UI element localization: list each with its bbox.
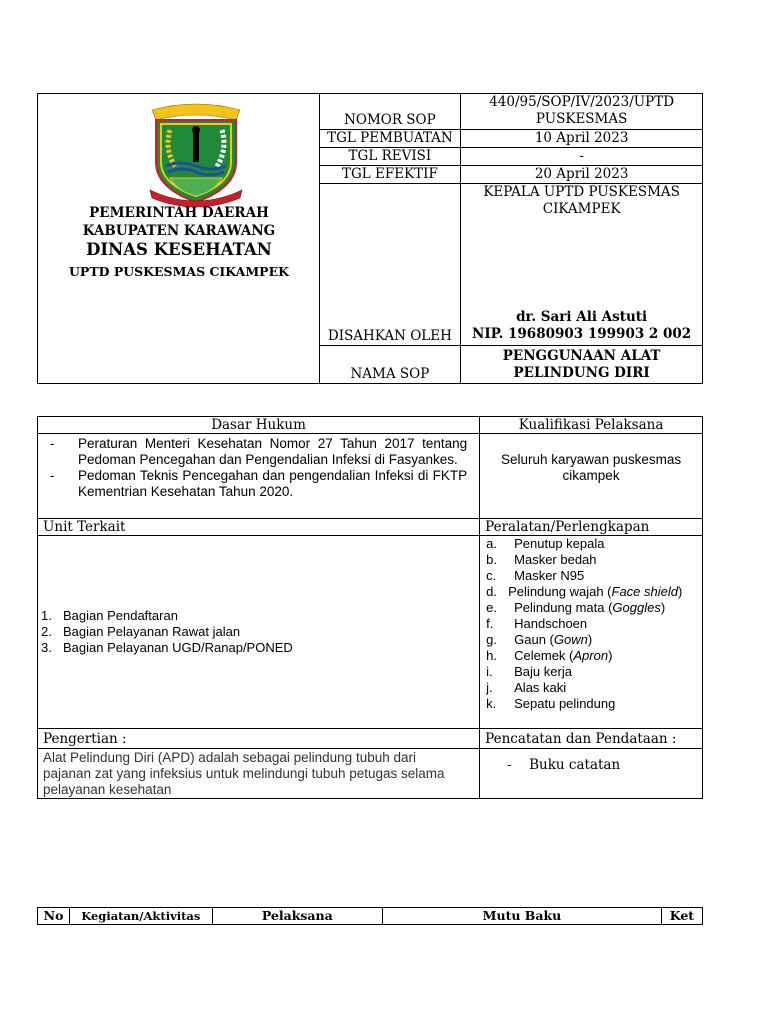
karawang-logo — [136, 100, 256, 208]
dasar-hukum-item: - Pedoman Teknis Pencegahan dan pengendalian Infeksi di FKTP Kementrian Kesehatan Tahun 2020. — [50, 468, 468, 499]
col-ket-header: Ket — [661, 908, 702, 925]
peralatan-item: a. Penutup kepala — [486, 536, 605, 551]
sop-detail-table — [37, 416, 703, 799]
org-line-2: KABUPATEN KARAWANG — [82, 223, 276, 239]
disahkan-label: DISAHKAN OLEH — [319, 184, 461, 346]
nama-sop-label: NAMA SOP — [319, 346, 461, 384]
pengertian-title: Pengertian : — [38, 729, 480, 749]
tgl-efektif-value: 20 April 2023 — [461, 166, 703, 184]
sop-header-table — [37, 93, 703, 384]
peralatan-item: e. Pelindung mata (Goggles) — [486, 600, 666, 615]
tgl-pembuatan-value: 10 April 2023 — [461, 130, 703, 148]
col-mutu-baku-header: Mutu Baku — [383, 908, 662, 925]
unit-item: 1. Bagian Pendaftaran — [41, 608, 178, 623]
peralatan-item: c. Masker N95 — [486, 568, 585, 583]
kepala-line-2: CIKAMPEK — [542, 201, 621, 217]
peralatan-item: k. Sepatu pelindung — [486, 696, 616, 711]
org-line-3: DINAS KESEHATAN — [86, 240, 272, 259]
peralatan-item: f. Handschoen — [486, 616, 588, 631]
kualifikasi-value: Seluruh karyawan puskesmas cikampek — [480, 434, 703, 519]
tgl-revisi-value: - — [461, 148, 703, 166]
col-kegiatan-header: Kegiatan/Aktivitas — [70, 908, 212, 925]
peralatan-item: i. Baju kerja — [486, 664, 572, 679]
unit-terkait-title: Unit Terkait — [38, 519, 480, 536]
kualifikasi-title: Kualifikasi Pelaksana — [480, 417, 703, 434]
peralatan-item: b. Masker bedah — [486, 552, 597, 567]
peralatan-item: j. Alas kaki — [486, 680, 567, 695]
signer-nip: NIP. 19680903 199903 2 002 — [472, 326, 692, 342]
peralatan-item: g. Gaun (Gown) — [486, 632, 593, 647]
dasar-hukum-list — [38, 434, 480, 519]
peralatan-item: h. Celemek (Apron) — [486, 648, 613, 663]
dasar-hukum-item: - Peraturan Menteri Kesehatan Nomor 27 Tahun 2017 tentang Pedoman Pencegahan dan Pengendalian Infeksi di Fasyankes. — [50, 436, 468, 467]
org-line-4: UPTD PUSKESMAS CIKAMPEK — [69, 264, 289, 279]
kepala-line-1: KEPALA UPTD PUSKESMAS — [483, 184, 680, 200]
activity-table — [37, 907, 703, 925]
peralatan-title: Peralatan/Perlengkapan — [480, 519, 703, 536]
unit-terkait-list — [38, 536, 480, 729]
approval-cell — [461, 184, 703, 346]
col-no-header: No — [38, 908, 70, 925]
pencatatan-title: Pencatatan dan Pendataan : — [480, 729, 703, 749]
unit-item: 3. Bagian Pelayanan UGD/Ranap/PONED — [41, 640, 293, 655]
dasar-hukum-title: Dasar Hukum — [38, 417, 480, 434]
tgl-efektif-label: TGL EFEKTIF — [319, 166, 461, 184]
org-line-1: PEMERINTAH DAERAH — [89, 205, 269, 221]
nama-sop-value: PENGGUNAAN ALAT PELINDUNG DIRI — [461, 346, 703, 384]
nomor-sop-value: 440/95/SOP/IV/2023/UPTD PUSKESMAS — [461, 94, 703, 130]
unit-item: 2. Bagian Pelayanan Rawat jalan — [41, 624, 241, 639]
pengertian-text: Alat Pelindung Diri (APD) adalah sebagai pelindung tubuh dari pajanan zat yang infeksius untuk melindungi tubuh petugas selama pelayanan kesehatan — [38, 749, 480, 799]
tgl-revisi-label: TGL REVISI — [319, 148, 461, 166]
pencatatan-item: - Buku catatan — [480, 749, 703, 799]
peralatan-item: d. Pelindung wajah (Face shield) — [486, 584, 683, 599]
tgl-pembuatan-label: TGL PEMBUATAN — [319, 130, 461, 148]
nomor-sop-label: NOMOR SOP — [319, 94, 461, 130]
peralatan-list — [480, 536, 703, 729]
institution-cell — [38, 94, 320, 384]
signer-name: dr. Sari Ali Astuti — [516, 309, 648, 325]
col-pelaksana-header: Pelaksana — [212, 908, 383, 925]
